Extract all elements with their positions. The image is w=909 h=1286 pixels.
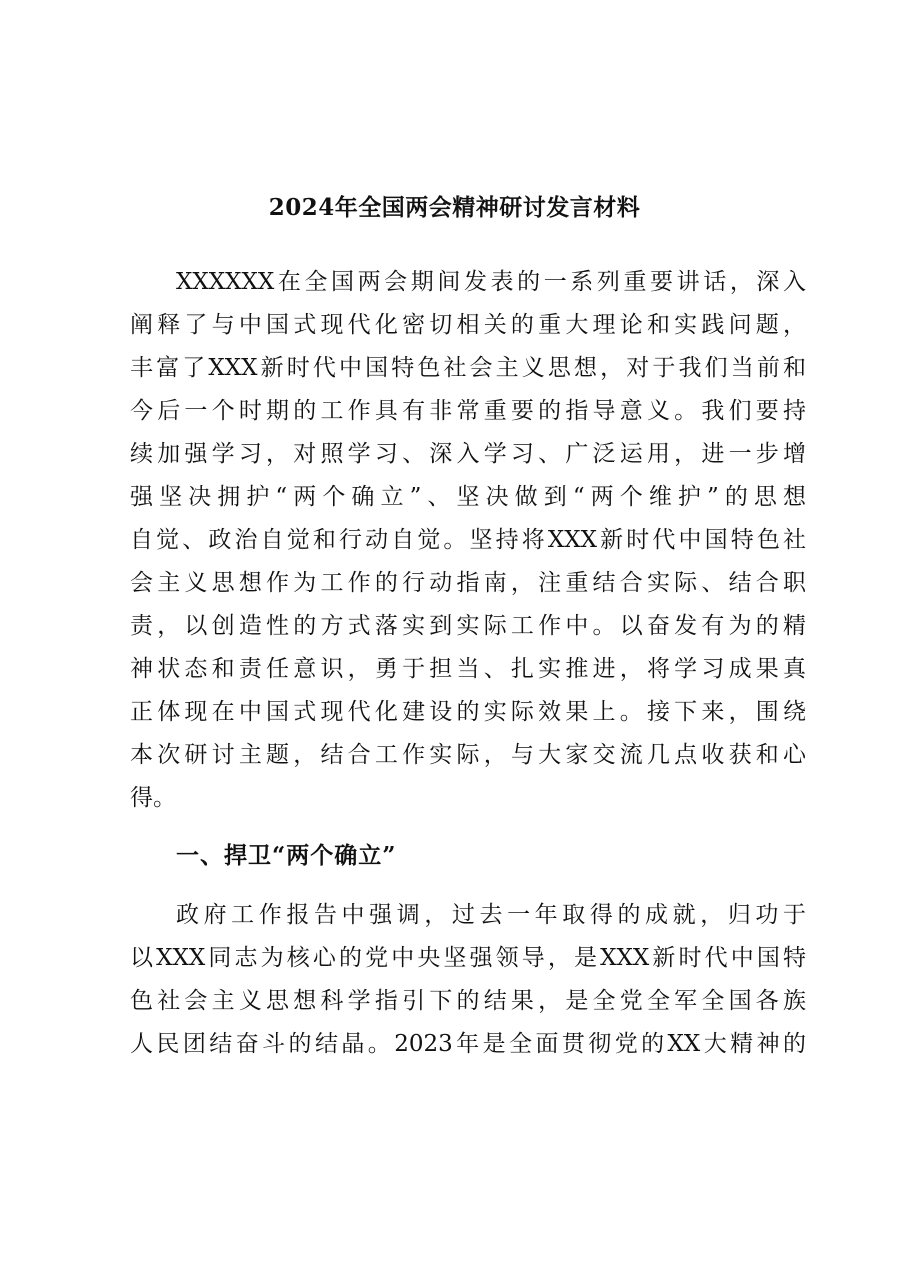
paragraph-line: 色社会主义思想科学指引下的结果，是全党全军全国各族 xyxy=(130,988,806,1014)
paragraph-line: 会主义思想作为工作的行动指南，注重结合实际、结合职 xyxy=(130,570,806,596)
paragraph-line: 本次研讨主题，结合工作实际，与大家交流几点收获和心 xyxy=(130,742,806,768)
paragraph-line: 丰富了XXX新时代中国特色社会主义思想，对于我们当前和 xyxy=(130,355,806,381)
paragraph-line: XXXXXX在全国两会期间发表的一系列重要讲话，深入 xyxy=(176,269,806,295)
paragraph-line: 责，以创造性的方式落实到实际工作中。以奋发有为的精 xyxy=(130,613,806,639)
paragraph-line: 以XXX同志为核心的党中央坚强领导，是XXX新时代中国特 xyxy=(130,945,806,971)
paragraph-line: 自觉、政治自觉和行动自觉。坚持将XXX新时代中国特色社 xyxy=(130,527,806,553)
paragraph-line: 强坚决拥护“两个确立”、坚决做到“两个维护”的思想 xyxy=(130,484,806,510)
paragraph-line: 得。 xyxy=(130,785,176,811)
paragraph-line: 续加强学习，对照学习、深入学习、广泛运用，进一步增 xyxy=(130,441,806,467)
paragraph-line: 正体现在中国式现代化建设的实际效果上。接下来，围绕 xyxy=(130,699,806,725)
section-heading: 一、捍卫“两个确立” xyxy=(176,842,397,869)
paragraph-line: 今后一个时期的工作具有非常重要的指导意义。我们要持 xyxy=(130,398,806,424)
paragraph-line: 人民团结奋斗的结晶。2023年是全面贯彻党的XX大精神的 xyxy=(130,1031,806,1057)
paragraph-line: 政府工作报告中强调，过去一年取得的成就，归功于 xyxy=(176,902,806,928)
paragraph-line: 神状态和责任意识，勇于担当、扎实推进，将学习成果真 xyxy=(130,656,806,682)
paragraph-line: 阐释了与中国式现代化密切相关的重大理论和实践问题， xyxy=(130,312,806,338)
document-title: 2024年全国两会精神研讨发言材料 xyxy=(268,194,641,221)
